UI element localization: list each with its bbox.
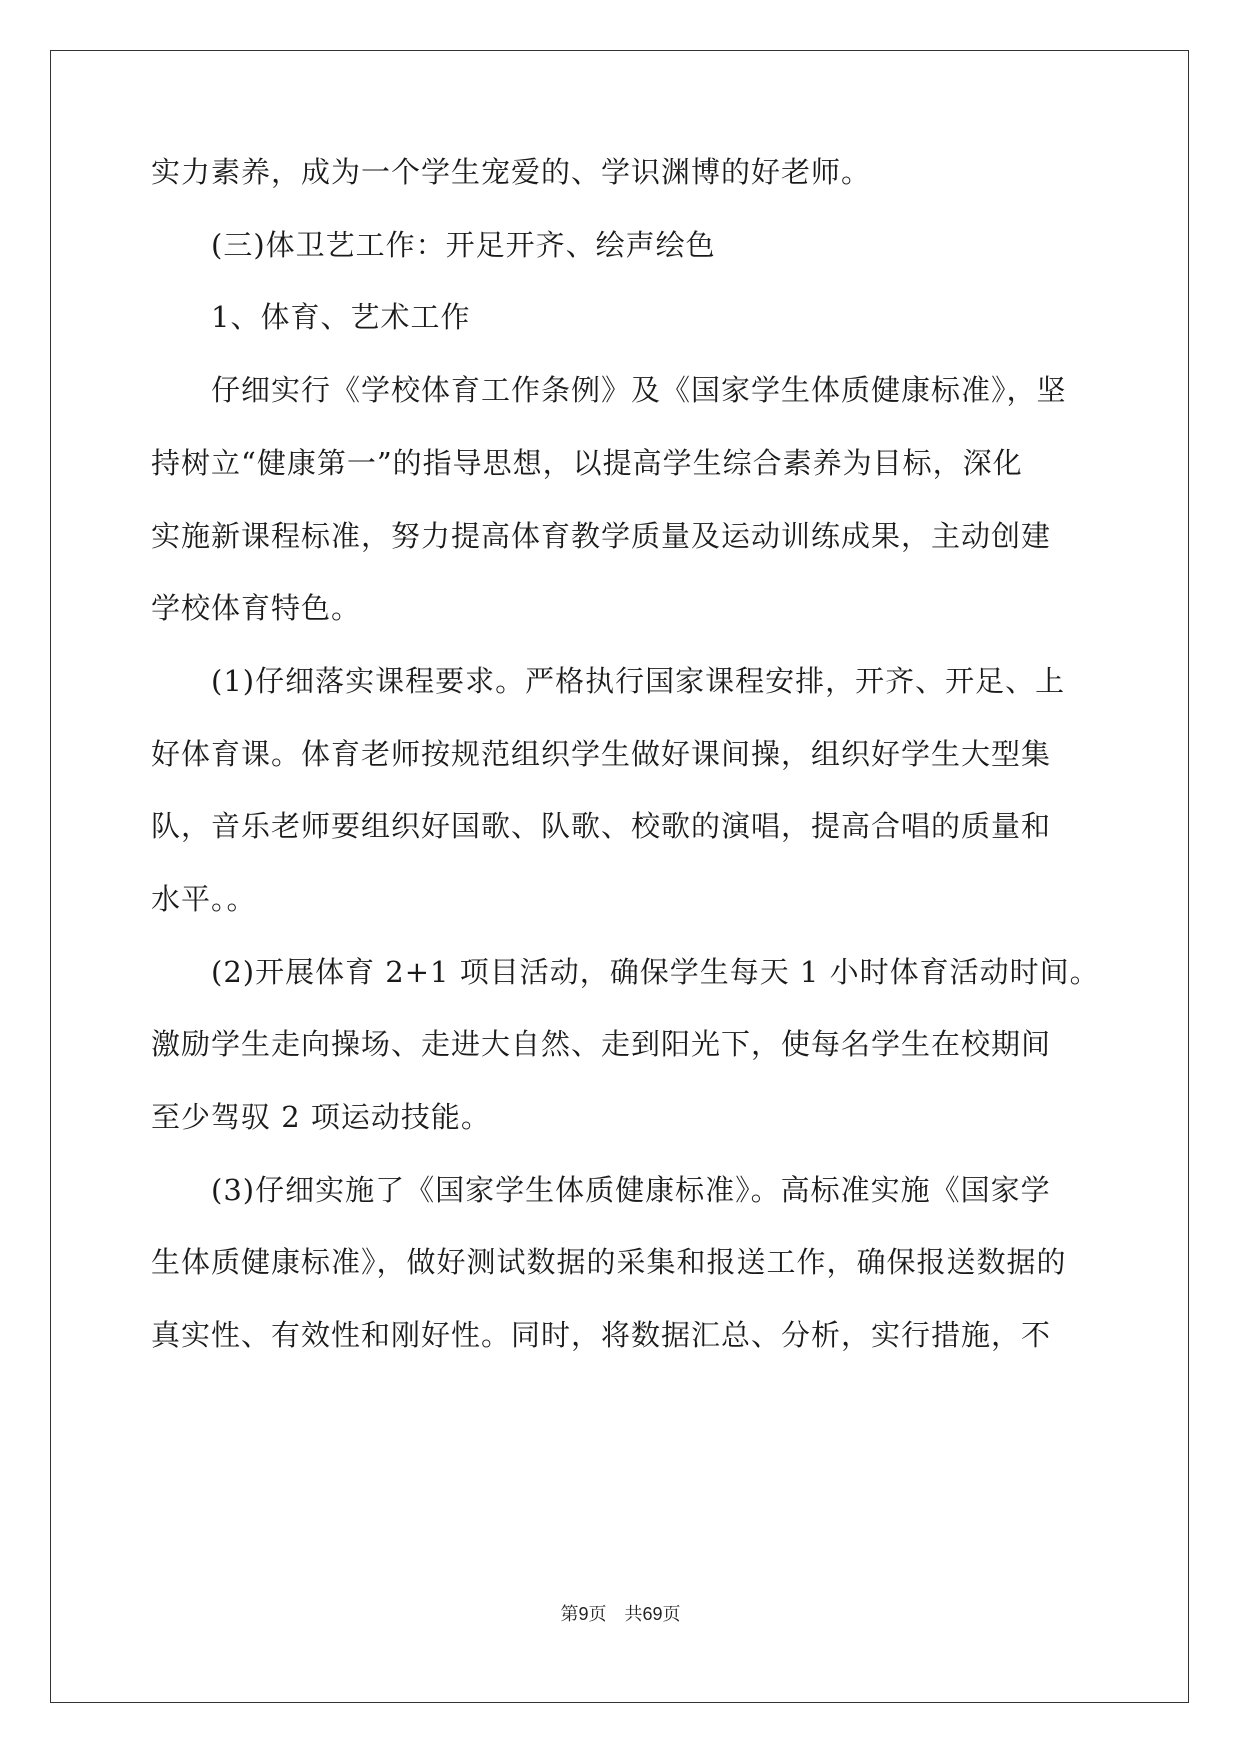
page-footer	[0, 1600, 1241, 1626]
paragraph-line: (3)仔细实施了《国家学生体质健康标准》。高标准实施《国家学	[211, 1173, 1051, 1207]
paragraph-line: 好体育课。体育老师按规范组织学生做好课间操，组织好学生大型集	[151, 737, 1052, 771]
paragraph-line: 实力素养，成为一个学生宠爱的、学识渊博的好老师。	[151, 155, 872, 189]
paragraph-line: 生体质健康标准》，做好测试数据的采集和报送工作，确保报送数据的	[151, 1245, 1067, 1279]
paragraph-line: 实施新课程标准，努力提高体育教学质量及运动训练成果，主动创建	[151, 519, 1052, 553]
page-current: 9	[578, 1604, 589, 1624]
subsection-heading: 1、体育、艺术工作	[211, 300, 471, 334]
paragraph-line: 持树立“健康第一”的指导思想，以提高学生综合素养为目标，深化	[151, 446, 1023, 480]
paragraph-line: 仔细实行《学校体育工作条例》及《国家学生体质健康标准》，坚	[211, 373, 1067, 407]
page-total: 69	[642, 1604, 663, 1624]
paragraph-line: 至少驾驭 2 项运动技能。	[151, 1100, 491, 1134]
page-mid: 页 共	[588, 1604, 643, 1625]
paragraph-line: 水平。。	[151, 882, 257, 916]
paragraph-line: (2)开展体育 2+1 项目活动，确保学生每天 1 小时体育活动时间。	[211, 955, 1100, 989]
section-heading: (三)体卫艺工作：开足开齐、绘声绘色	[211, 228, 716, 262]
page-suffix: 页	[662, 1604, 681, 1625]
paragraph-line: (1)仔细落实课程要求。严格执行国家课程安排，开齐、开足、上	[211, 664, 1066, 698]
paragraph-line: 学校体育特色。	[151, 591, 362, 625]
page-prefix: 第	[560, 1604, 579, 1625]
paragraph-line: 队，音乐老师要组织好国歌、队歌、校歌的演唱，提高合唱的质量和	[151, 809, 1052, 843]
paragraph-line: 激励学生走向操场、走进大自然、走到阳光下，使每名学生在校期间	[151, 1027, 1052, 1061]
paragraph-line: 真实性、有效性和刚好性。同时，将数据汇总、分析，实行措施，不	[151, 1318, 1052, 1352]
